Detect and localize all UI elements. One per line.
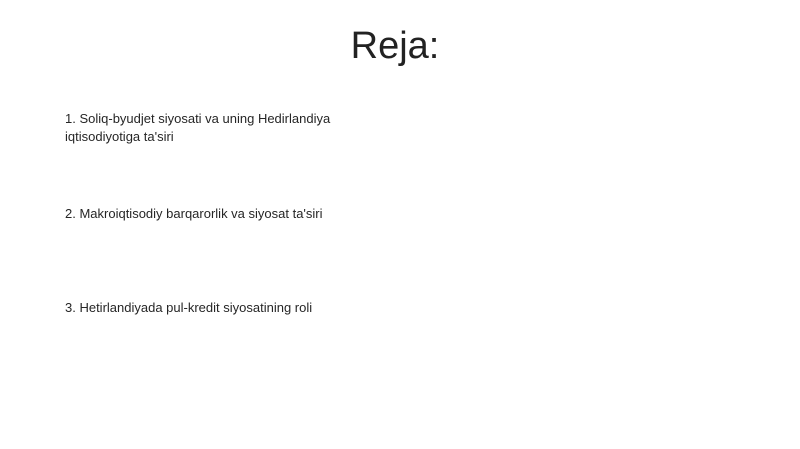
agenda-item-2: 2. Makroiqtisodiy barqarorlik va siyosat ta'siri — [65, 206, 323, 221]
agenda-item-3: 3. Hetirlandiyada pul-kredit siyosatining roli — [65, 300, 313, 315]
slide-title: Reja: — [350, 25, 440, 67]
agenda-item-1: 1. Soliq-byudjet siyosati va uning Hedirlandiya iqtisodiyotiga ta'siri — [65, 111, 331, 144]
